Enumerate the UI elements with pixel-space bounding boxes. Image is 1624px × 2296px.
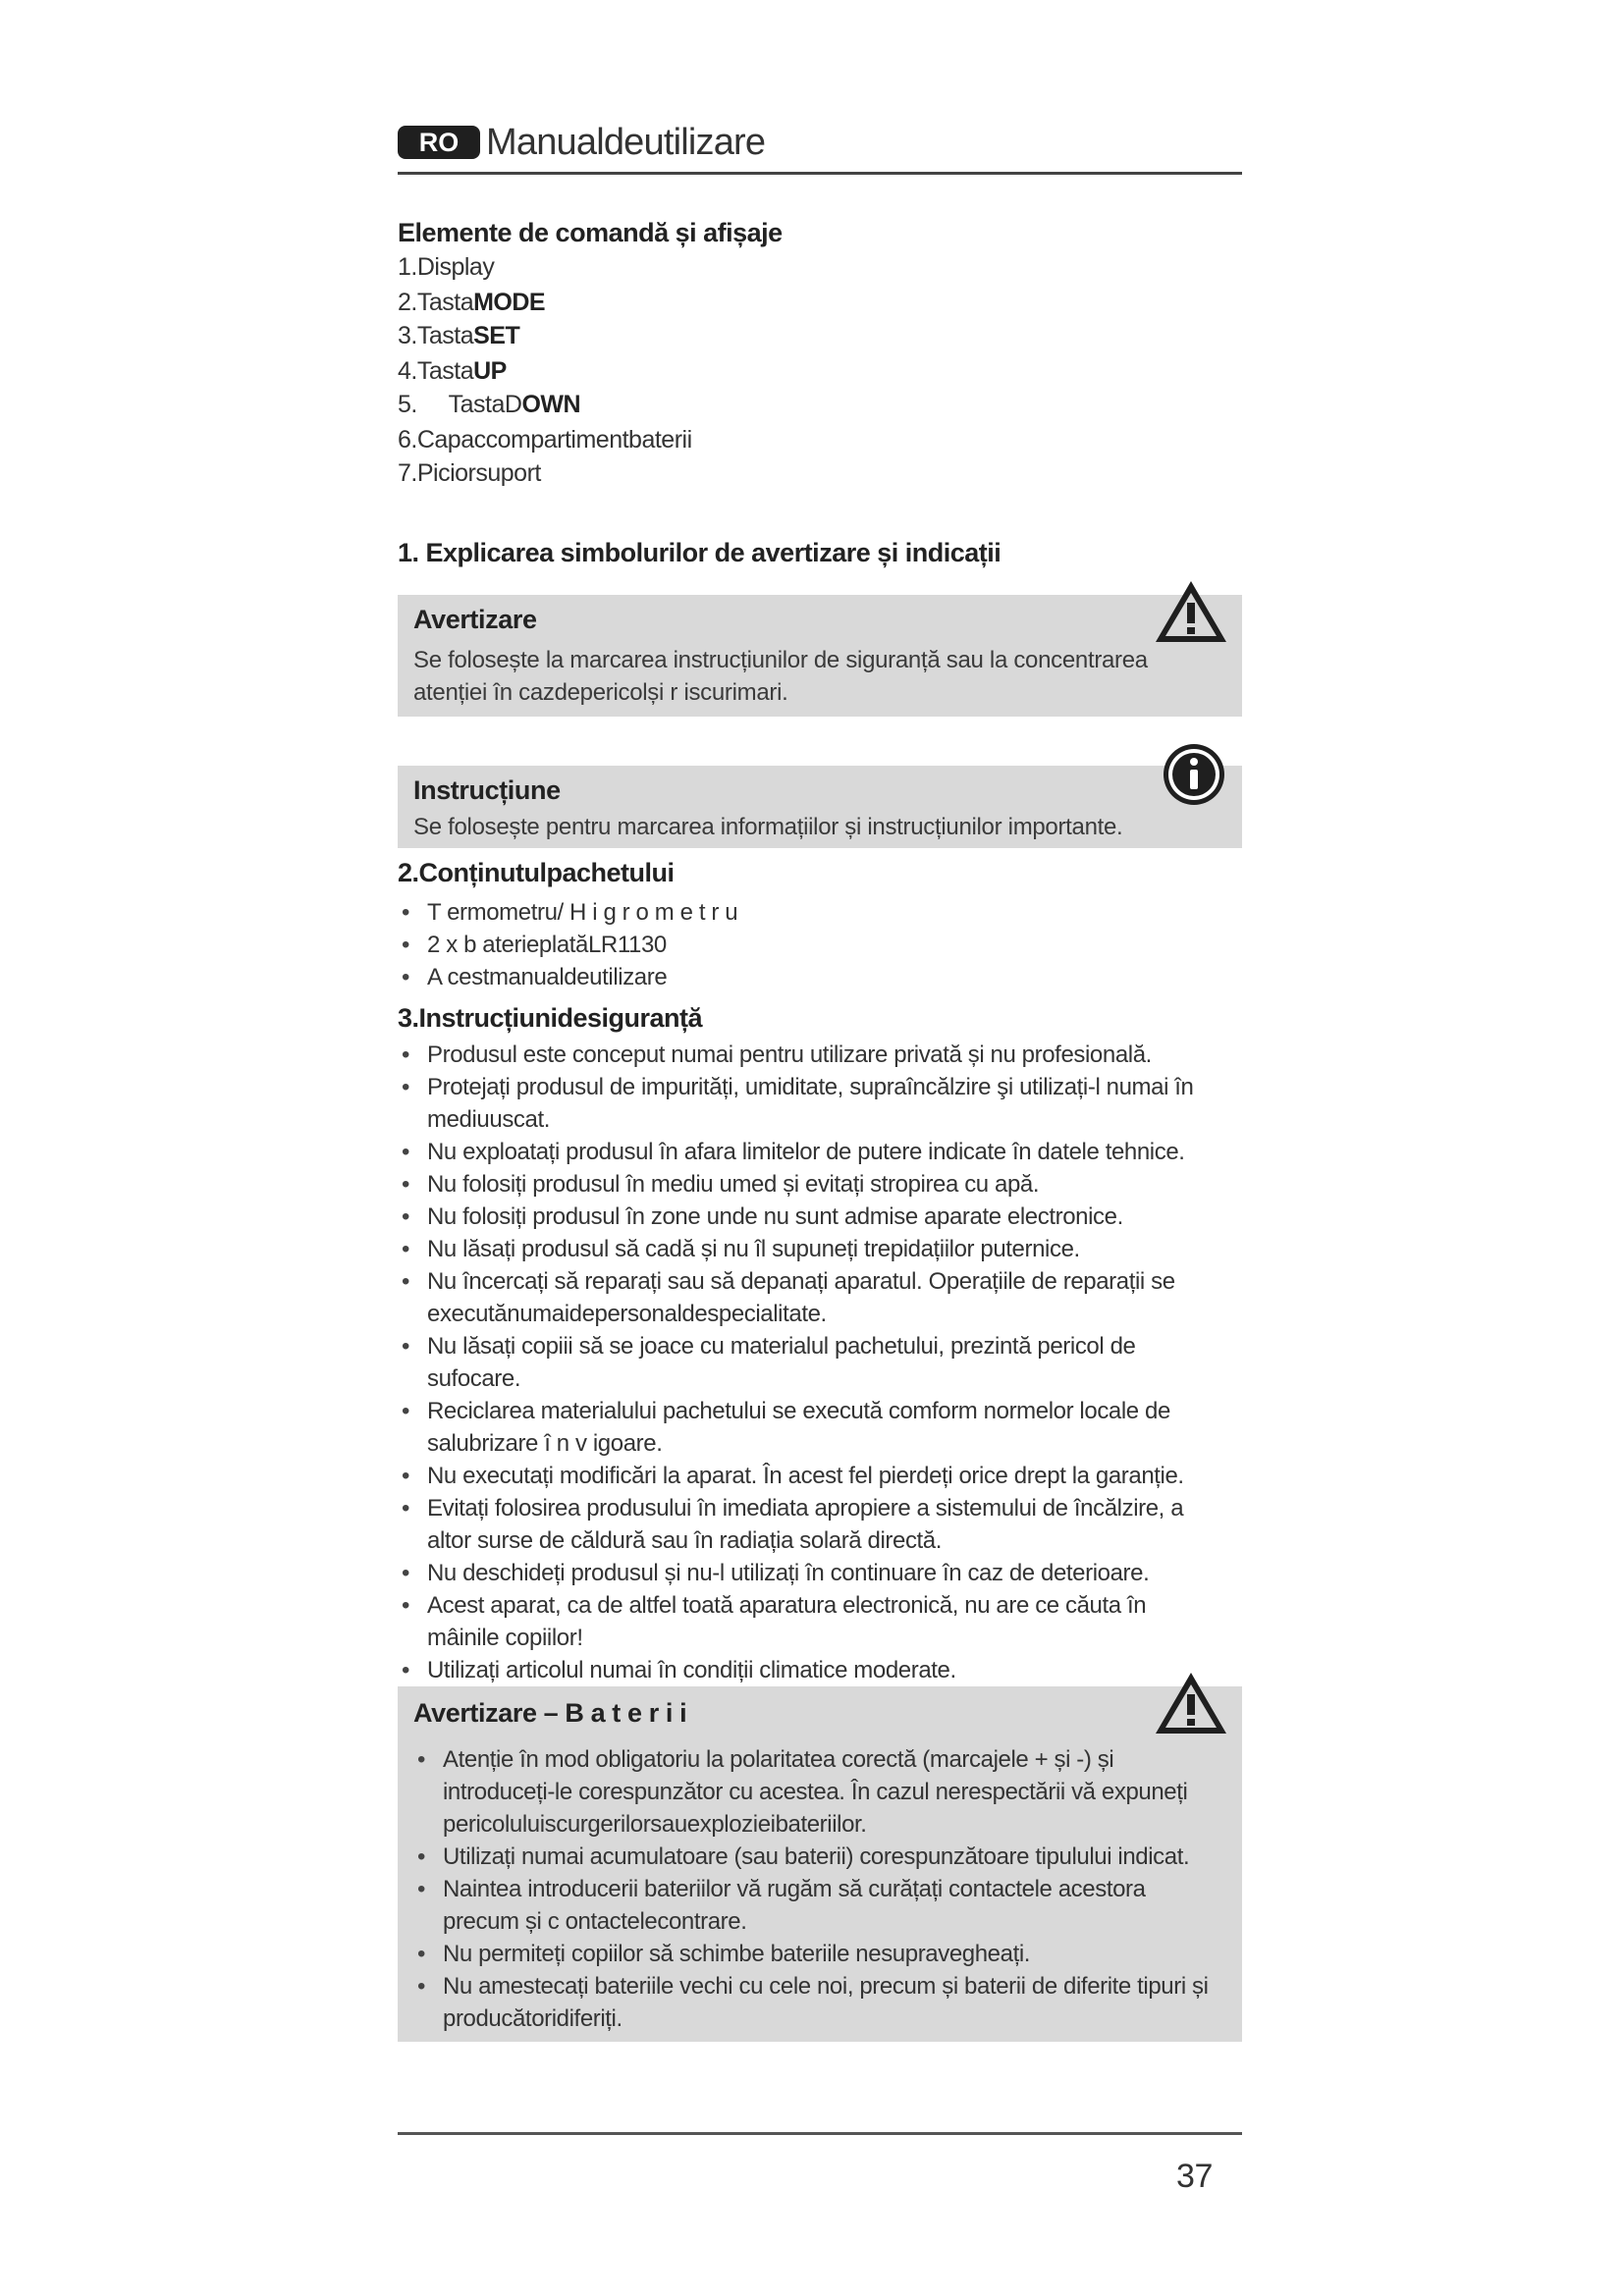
control-item [398,391,580,419]
section2-heading: 2.Conținutulpachetului [398,858,675,887]
list-item: • Atenție în mod obligatoriu la polaritatea corectă (marcajele + și -) și introduceți-le corespunzător cu acestea. În cazul nerespectării vă expuneți pericoluluiscurgerilorsauexplozieibateriilor. [413,1743,1218,1841]
control-item [398,357,507,386]
instruction-text: Se folosește pentru marcarea informațiilor și instrucțiunilor importante. [413,814,1123,840]
control-item [398,322,519,350]
control-item [398,253,494,282]
list-item: • Naintea introducerii bateriilor vă rugăm să curățați contactele acestora precum și c ontactelecontrare. [413,1873,1218,1938]
warning-title: Avertizare [413,605,537,634]
control-item-label: 5. TastaD [398,391,522,418]
battery-warning-list [413,1743,1218,2035]
footer-divider [398,2132,1242,2135]
list-item: • Utilizați articolul numai în condiții climatice moderate. [398,1654,1222,1686]
list-item: • Nu deschideți produsul și nu-l utilizați în continuare în caz de deterioare. [398,1557,1222,1589]
instruction-box [398,766,1242,848]
control-item-label: 4.Tasta [398,357,474,385]
control-item [398,289,545,317]
list-item: • Nu folosiți produsul în zone unde nu sunt admise aparate electronice. [398,1201,1222,1233]
list-item: • Nu amestecați bateriile vechi cu cele noi, precum și baterii de diferite tipuri și producătoridiferiți. [413,1970,1218,2035]
battery-warning-box [398,1686,1242,2042]
safety-instructions-list [398,1039,1222,1686]
list-item: • Nu executați modificări la aparat. În acest fel pierdeți orice drept la garanție. [398,1460,1222,1492]
list-item: • A cestmanualdeutilizare [398,961,1242,993]
warning-triangle-icon [1152,577,1230,646]
list-item: • Protejați produsul de impurități, umiditate, supraîncălzire şi utilizați-l numai în mediuuscat. [398,1071,1222,1136]
list-item: • Nu lăsați produsul să cadă și nu îl supuneți trepidațiilor puternice. [398,1233,1222,1265]
list-item: • Evitați folosirea produsului în imediata apropiere a sistemului de încălzire, a altor surse de căldură sau în radiația solară directă. [398,1492,1222,1557]
control-item-label: 2.Tasta [398,289,474,316]
package-contents-list [398,896,1242,993]
control-item-key: SET [473,322,520,349]
control-item-label: 7.Piciorsuport [398,459,541,487]
warning-text: Se folosește la marcarea instrucțiunilor de siguranță sau la concentrarea atenției în cazdepericolși r iscurimari. [413,647,1148,706]
list-item: • Produsul este conceput numai pentru utilizare privată și nu profesională. [398,1039,1222,1071]
control-item-label: 6.Capaccompartimentbaterii [398,426,692,454]
control-item-key: UP [473,357,507,385]
instruction-title: Instrucțiune [413,775,561,805]
info-icon [1162,742,1226,807]
battery-warning-title: Avertizare – B a t e r i i [413,1698,687,1728]
list-item: • Nu exploatați produsul în afara limitelor de putere indicate în datele tehnice. [398,1136,1222,1168]
control-item [398,426,692,454]
page-header [398,118,1242,177]
list-item: • Acest aparat, ca de altfel toată aparatura electronică, nu are ce căuta în mâinile copiilor! [398,1589,1222,1654]
control-item-label: 3.Tasta [398,322,474,349]
list-item: • Reciclarea materialului pachetului se execută comform normelor locale de salubrizare î n v igoare. [398,1395,1222,1460]
controls-heading: Elemente de comandă și afișaje [398,218,783,247]
list-item: • 2 x b aterieplatăLR1130 [398,929,1242,961]
page-title: Manualdeutilizare [486,122,766,163]
control-item [398,459,541,488]
section1-heading: 1. Explicarea simbolurilor de avertizare și indicații [398,538,1001,567]
warning-box [398,595,1242,717]
list-item: • Nu lăsați copiii să se joace cu materialul pachetului, prezintă pericol de sufocare. [398,1330,1222,1395]
control-item-label: 1.Display [398,253,495,281]
language-badge: RO [398,126,480,159]
control-item-key: MODE [473,289,546,316]
list-item: • Nu încercați să reparați sau să depanați aparatul. Operațiile de reparații se executănumaidepersonaldespecialitate. [398,1265,1222,1330]
control-item-key: OWN [521,391,581,418]
list-item: • T ermometru/ H i g r o m e t r u [398,896,1242,929]
list-item: • Utilizați numai acumulatoare (sau baterii) corespunzătoare tipulului indicat. [413,1841,1218,1873]
page-number: 37 [1175,2158,1213,2195]
warning-triangle-icon [1152,1669,1230,1737]
section3-heading: 3.Instrucțiunidesiguranță [398,1003,703,1033]
list-item: • Nu folosiți produsul în mediu umed și evitați stropirea cu apă. [398,1168,1222,1201]
header-divider [398,172,1242,175]
list-item: • Nu permiteți copiilor să schimbe bateriile nesupravegheați. [413,1938,1218,1970]
